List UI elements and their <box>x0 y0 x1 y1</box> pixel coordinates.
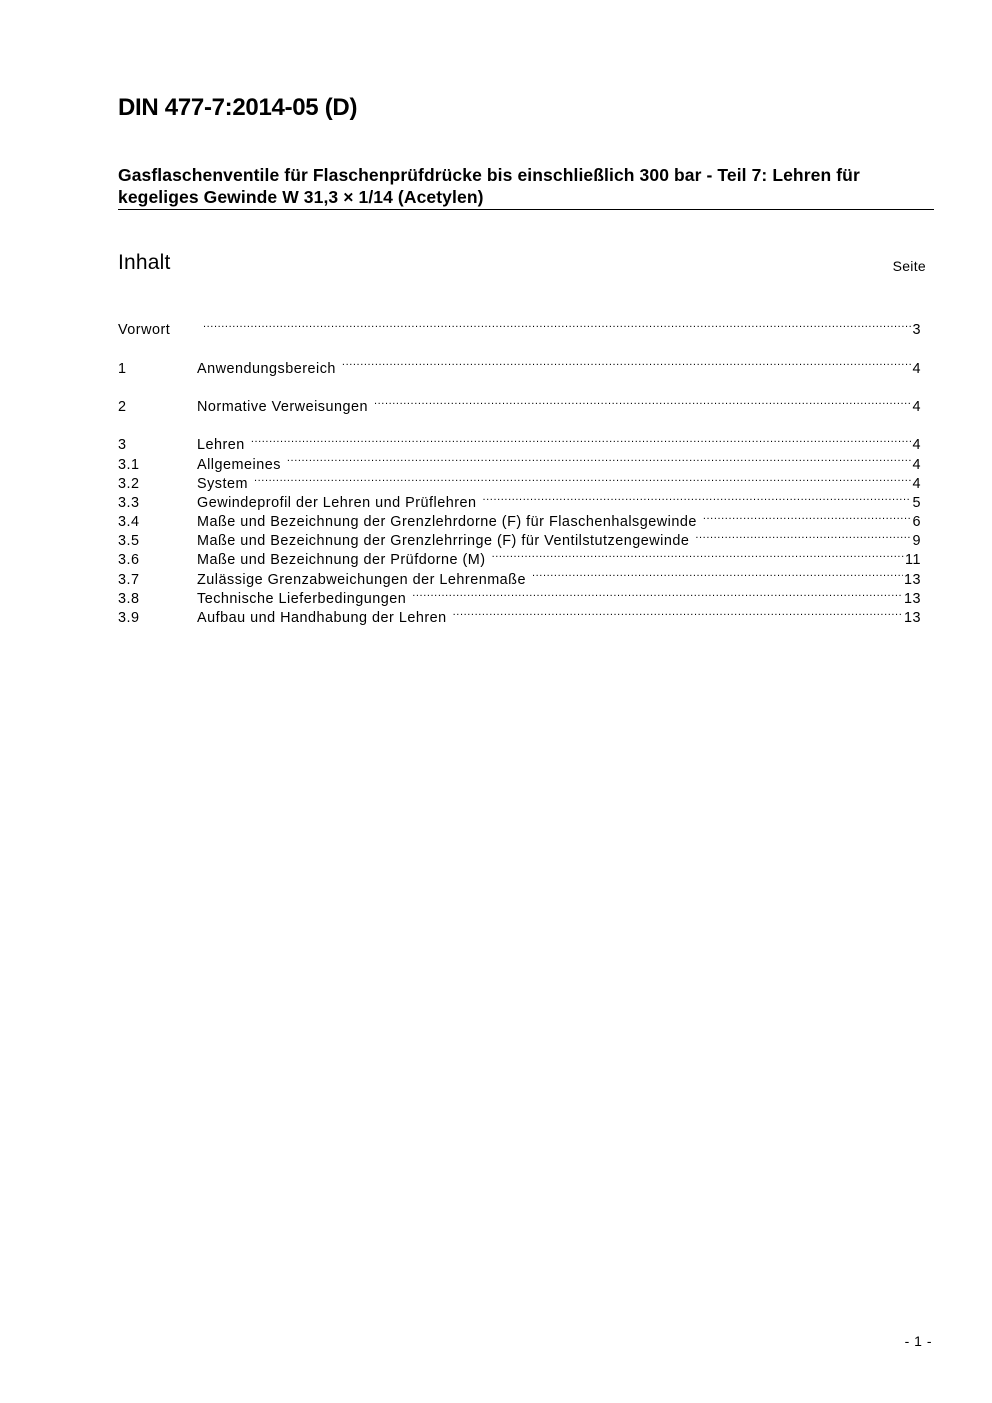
toc-dot-leader <box>254 469 912 488</box>
toc-entry-number: 3.2 <box>118 475 140 492</box>
toc-heading: Inhalt <box>118 251 171 274</box>
toc-entry-number: 3.7 <box>118 571 140 588</box>
toc-entry-number: Vorwort <box>118 322 171 339</box>
toc-entry-page: 13 <box>903 610 921 626</box>
document-id: DIN 477-7:2014-05 (D) <box>118 94 358 121</box>
toc-dot-leader <box>532 564 903 583</box>
toc-entry-page: 11 <box>905 552 921 569</box>
toc-entry-1[interactable] <box>118 353 921 377</box>
toc-entry-page: 6 <box>912 514 921 531</box>
toc-entry-page: 5 <box>912 494 921 511</box>
toc-dot-leader <box>483 488 912 507</box>
toc-entry-title: Lehren <box>197 437 245 454</box>
toc-entry-number: 3.3 <box>118 494 140 511</box>
toc-entry-title: Maße und Bezeichnung der Prüfdorne (M) <box>197 552 486 569</box>
toc-dot-leader <box>203 315 911 334</box>
toc-dot-leader <box>703 507 912 526</box>
toc-entry-title: Anwendungsbereich <box>197 360 336 377</box>
toc-entry-title: Zulässige Grenzabweichungen der Lehrenmaße <box>197 571 526 588</box>
toc-entry-page: 4 <box>912 360 921 377</box>
toc-entry-title: Normative Verweisungen <box>197 398 368 415</box>
toc-dot-leader <box>342 353 912 372</box>
toc-entry-number: 3 <box>118 437 127 454</box>
toc-entry-title: Aufbau und Handhabung der Lehren <box>197 610 447 626</box>
toc-entry-2[interactable] <box>118 392 921 415</box>
page-number: - 1 - <box>904 1333 932 1349</box>
toc-page-column-label: Seite <box>892 258 926 274</box>
toc-entry-title: Maße und Bezeichnung der Grenzlehrringe (F) für Ventilstutzengewinde <box>197 533 690 550</box>
toc-entry-title: Maße und Bezeichnung der Grenzlehrdorne (F) für Flaschenhalsgewinde <box>197 514 697 531</box>
document-title: Gasflaschenventile für Flaschenprüfdrücke bis einschließlich 300 bar - Teil 7: Lehren für kegeliges Gewinde W 31,3 × 1/14 (Acetylen) <box>118 165 860 207</box>
toc-dot-leader <box>251 430 912 449</box>
toc-entry-page: 4 <box>912 475 921 492</box>
toc-entry-number: 3.8 <box>118 590 140 607</box>
title-divider <box>118 209 934 210</box>
toc-entry-page: 13 <box>903 571 921 588</box>
toc-entry-page: 4 <box>912 437 921 454</box>
toc-entry-3[interactable] <box>118 430 921 454</box>
toc-entry-page: 13 <box>903 590 921 607</box>
toc-entry-number: 1 <box>118 360 127 377</box>
toc-dot-leader <box>492 545 904 564</box>
toc-entry-title: Allgemeines <box>197 456 281 473</box>
toc-dot-leader <box>287 449 912 468</box>
toc-dot-leader <box>374 392 912 411</box>
toc-entry-page: 4 <box>912 398 921 415</box>
toc-entry-page: 3 <box>912 322 921 339</box>
toc-entry-page: 4 <box>912 456 921 473</box>
table-of-contents <box>118 315 921 626</box>
toc-entry-title: Gewindeprofil der Lehren und Prüflehren <box>197 494 477 511</box>
toc-dot-leader <box>412 584 903 603</box>
toc-dot-leader <box>453 603 903 622</box>
toc-dot-leader <box>695 526 911 545</box>
toc-entry-number: 3.1 <box>118 456 140 473</box>
toc-entry-page: 9 <box>912 533 921 550</box>
toc-entry-number: 2 <box>118 398 127 415</box>
toc-entry-title: System <box>197 475 248 492</box>
toc-entry-number: 3.9 <box>118 610 140 626</box>
toc-entry-number: 3.5 <box>118 533 140 550</box>
toc-entry-number: 3.6 <box>118 552 140 569</box>
toc-entry-vorwort[interactable] <box>118 315 921 339</box>
toc-entry-number: 3.4 <box>118 514 140 531</box>
toc-entry-title: Technische Lieferbedingungen <box>197 590 407 607</box>
